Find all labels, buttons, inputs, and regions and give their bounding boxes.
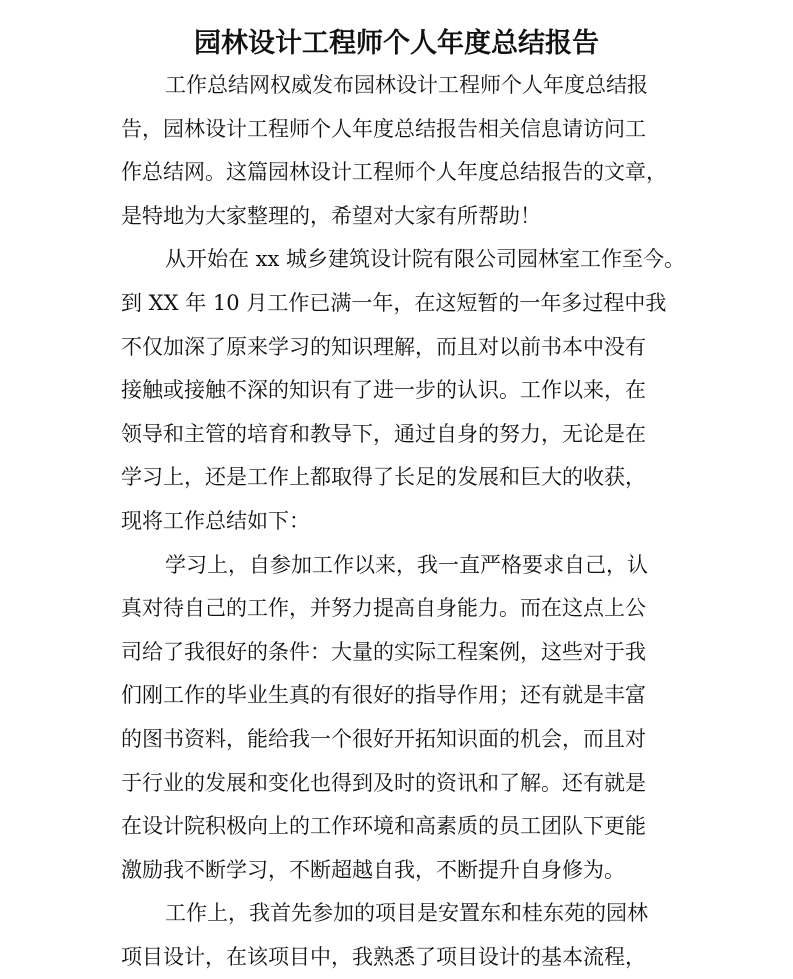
paragraph-background: [121, 238, 687, 543]
document-body: [121, 64, 687, 979]
text-line: 真对待自己的工作，并努力提高自身能力。而在这点上公: [121, 596, 646, 621]
text-line: 于行业的发展和变化也得到及时的资讯和了解。还有就是: [121, 770, 646, 795]
text-line: 告，园林设计工程师个人年度总结报告相关信息请访问工: [121, 116, 646, 141]
paragraph-study: [121, 544, 687, 893]
text-line: 到 XX 年 10 月工作已满一年，在这短暂的一年多过程中我: [121, 290, 667, 315]
text-line: 们刚工作的毕业生真的有很好的指导作用；还有就是丰富: [121, 683, 646, 708]
text-line: 的图书资料，能给我一个很好开拓知识面的机会，而且对: [121, 726, 646, 751]
text-line: 领导和主管的培育和教导下，通过自身的努力，无论是在: [121, 421, 646, 446]
paragraph-intro: [121, 64, 687, 238]
text-line: 在设计院积极向上的工作环境和高素质的员工团队下更能: [121, 814, 646, 839]
paragraph-work: [121, 892, 687, 979]
text-line: 工作总结网权威发布园林设计工程师个人年度总结报: [165, 73, 648, 97]
document-title: 园林设计工程师个人年度总结报告: [194, 28, 599, 59]
text-line: 学习上，还是工作上都取得了长足的发展和巨大的收获，: [121, 465, 646, 490]
text-line: 是特地为大家整理的，希望对大家有所帮助！: [121, 203, 541, 228]
text-line: 作总结网。这篇园林设计工程师个人年度总结报告的文章，: [121, 160, 667, 185]
text-line: 不仅加深了原来学习的知识理解，而且对以前书本中没有: [121, 334, 646, 359]
text-line: 工作上，我首先参加的项目是安置东和桂东苑的园林: [165, 901, 648, 926]
text-line: 从开始在 xx 城乡建筑设计院有限公司园林室工作至今。: [165, 247, 686, 272]
text-line: 学习上，自参加工作以来，我一直严格要求自己，认: [165, 552, 648, 577]
text-line: 现将工作总结如下：: [121, 508, 310, 533]
text-line: 司给了我很好的条件：大量的实际工程案例，这些对于我: [121, 639, 646, 664]
text-line: 接触或接触不深的知识有了进一步的认识。工作以来，在: [121, 378, 646, 403]
text-line: 激励我不断学习，不断超越自我，不断提升自身修为。: [121, 857, 625, 882]
text-line: 项目设计，在该项目中，我熟悉了项目设计的基本流程，: [121, 944, 646, 969]
